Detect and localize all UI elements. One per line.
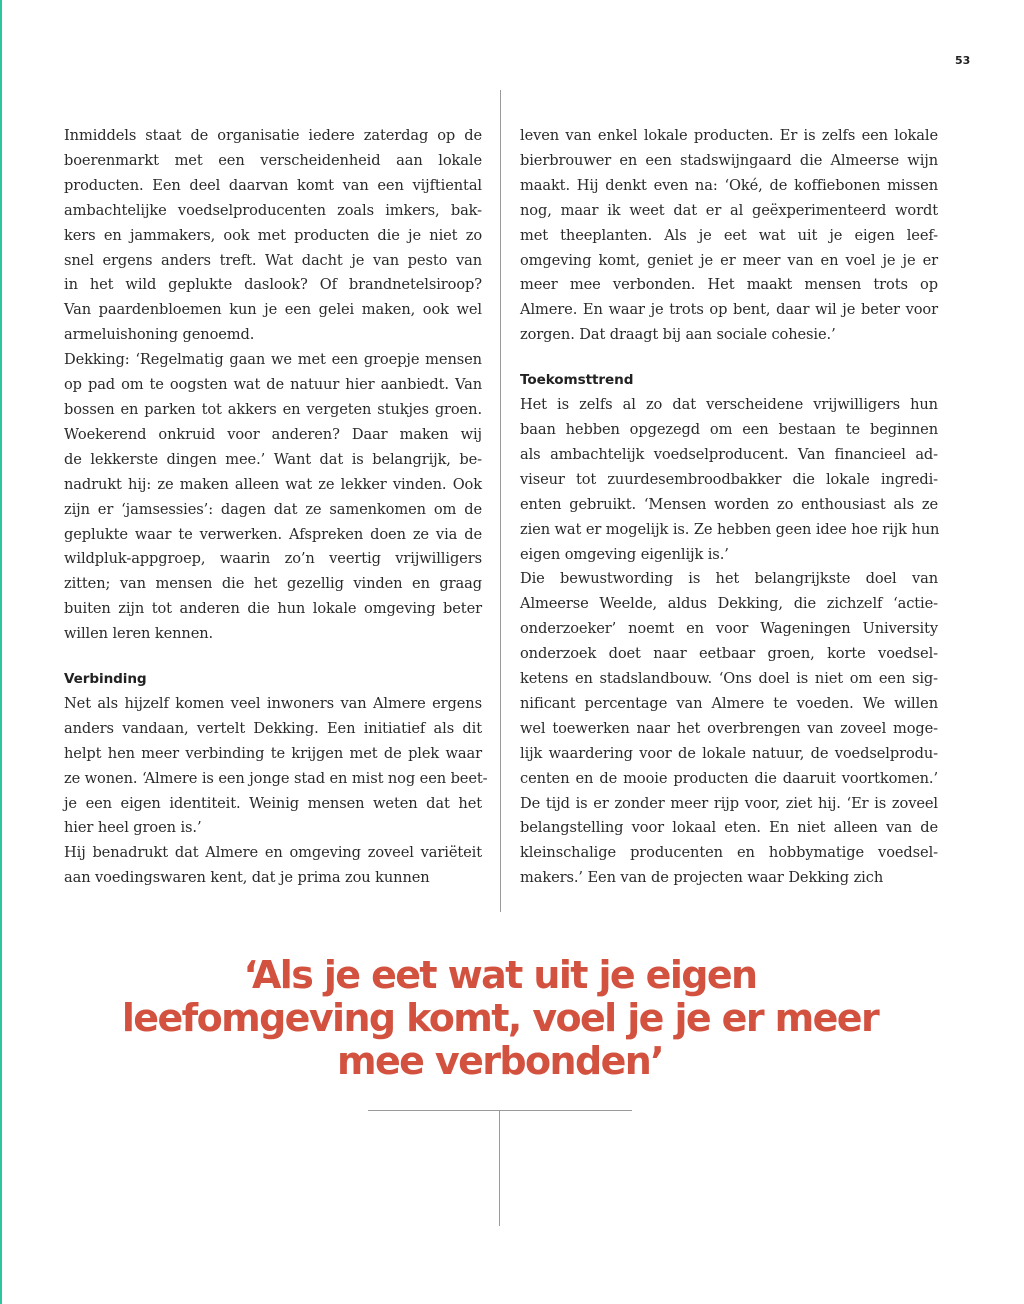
pull-quote-stem — [499, 1110, 500, 1226]
pull-quote-line: ‘Als je eet wat uit je eigen — [243, 953, 757, 997]
text-line: buiten zijn tot anderen die hun lokale omgeving beter — [64, 600, 482, 618]
text-line: Dekking: ‘Regelmatig gaan we met een groepje mensen — [64, 351, 482, 369]
text-line: met theeplanten. Als je eet wat uit je eigen leef- — [520, 226, 938, 244]
text-line: zien wat er mogelijk is. Ze hebben geen idee hoe rijk hun — [520, 520, 940, 538]
text-line: onderzoeker’ noemt en voor Wageningen University — [520, 620, 938, 638]
text-line: helpt hen meer verbinding te krijgen met de plek waar — [64, 744, 482, 762]
text-line: boerenmarkt met een verscheidenheid aan lokale — [64, 151, 482, 169]
right-column-body-continued — [520, 393, 938, 891]
text-line: aan voedingswaren kent, dat je prima zou kunnen — [64, 869, 430, 887]
text-line: armeluishoning genoemd. — [64, 326, 255, 344]
text-line: belangstelling voor lokaal eten. En niet alleen van de — [520, 819, 938, 837]
text-line: ambachtelijke voedselproducenten zoals imkers, bak- — [64, 201, 482, 219]
text-line: ketens en stadslandbouw. ‘Ons doel is niet om een sig- — [520, 670, 938, 688]
pull-quote-line: leefomgeving komt, voel je je er meer — [121, 996, 879, 1040]
text-line: lijk waardering voor de lokale natuur, de voedselprodu- — [520, 744, 938, 762]
right-column — [520, 124, 938, 891]
text-line: Woekerend onkruid voor anderen? Daar maken wij — [64, 425, 482, 443]
pull-quote-rule — [368, 1110, 632, 1111]
text-line: als ambachtelijk voedselproducent. Van financieel ad- — [520, 445, 938, 463]
pull-quote-line: mee verbonden’ — [336, 1039, 664, 1083]
text-line: zorgen. Dat draagt bij aan sociale cohesie.’ — [520, 326, 836, 344]
text-line: maakt. Hij denkt even na: ‘Oké, de koffiebonen missen — [520, 176, 938, 194]
text-line: omgeving komt, geniet je er meer van en voel je je er — [520, 251, 938, 269]
page-edge-accent — [0, 0, 2, 1304]
left-column-body-continued — [64, 692, 488, 891]
text-line: Van paardenbloemen kun je een gelei maken, ook wel — [64, 301, 482, 319]
section-heading-verbinding: Verbinding — [64, 671, 147, 688]
text-line: eigen omgeving eigenlijk is.’ — [520, 545, 729, 563]
text-line: bierbrouwer en een stadswijngaard die Almeerse wijn — [520, 151, 938, 169]
text-line: viseur tot zuurdesembroodbakker die lokale ingredi- — [520, 470, 938, 488]
right-column-body — [520, 124, 938, 348]
text-line: meer mee verbonden. Het maakt mensen trots op — [520, 276, 938, 294]
text-line: in het wild geplukte daslook? Of brandnetelsiroop? — [64, 276, 482, 294]
text-line: centen en de mooie producten die daaruit voortkomen.’ — [520, 769, 938, 787]
text-line: wildpluk-appgroep, waarin zo’n veertig vrijwilligers — [64, 550, 482, 568]
text-line: zitten; van mensen die het gezellig vinden en graag — [64, 575, 482, 593]
text-line: wel toewerken naar het overbrengen van zoveel moge- — [520, 719, 938, 737]
text-line: kers en jammakers, ook met producten die je niet zo — [64, 226, 482, 244]
text-line: geplukte waar te verwerken. Afspreken doen ze via de — [64, 525, 482, 543]
section-gap — [64, 647, 482, 667]
page-number: 53 — [955, 54, 971, 67]
text-line: Almere. En waar je trots op bent, daar wil je beter voor — [520, 301, 938, 319]
text-line: baan hebben opgezegd om een bestaan te beginnen — [520, 420, 938, 438]
column-divider — [500, 90, 501, 912]
text-line: de lekkerste dingen mee.’ Want dat is belangrijk, be- — [64, 450, 482, 468]
text-line: Inmiddels staat de organisatie iedere zaterdag op de — [64, 127, 482, 144]
text-line: Net als hijzelf komen veel inwoners van Almere ergens — [64, 694, 482, 712]
text-line: nificant percentage van Almere te voeden. We willen — [520, 694, 938, 712]
text-line: hier heel groen is.’ — [64, 819, 202, 837]
text-line: anders vandaan, vertelt Dekking. Een initiatief als dit — [64, 719, 482, 737]
text-line: zijn er ‘jamsessies’: dagen dat ze samenkomen om de — [64, 500, 482, 518]
text-line: onderzoek doet naar eetbaar groen, korte voedsel- — [520, 645, 938, 663]
text-line: nadrukt hij: ze maken alleen wat ze lekker vinden. Ook — [64, 475, 482, 493]
pull-quote — [0, 954, 1000, 1083]
text-line: Almeerse Weelde, aldus Dekking, die zichzelf ‘actie- — [520, 595, 938, 613]
text-line: je een eigen identiteit. Weinig mensen weten dat het — [64, 794, 482, 812]
section-heading-toekomsttrend: Toekomsttrend — [520, 372, 634, 389]
text-line: makers.’ Een van de projecten waar Dekking zich — [520, 869, 884, 887]
left-column — [64, 124, 488, 891]
section-gap — [520, 348, 938, 368]
text-line: leven van enkel lokale producten. Er is zelfs een lokale — [520, 127, 938, 144]
text-line: Hij benadrukt dat Almere en omgeving zoveel variëteit — [64, 844, 482, 862]
text-line: producten. Een deel daarvan komt van een vijftiental — [64, 176, 482, 194]
text-line: Het is zelfs al zo dat verscheidene vrijwilligers hun — [520, 396, 938, 414]
text-line: willen leren kennen. — [64, 625, 214, 643]
text-line: kleinschalige producenten en hobbymatige voedsel- — [520, 844, 938, 862]
text-line: op pad om te oogsten wat de natuur hier aanbiedt. Van — [64, 376, 482, 394]
text-line: bossen en parken tot akkers en vergeten stukjes groen. — [64, 400, 482, 418]
text-line: enten gebruikt. ‘Mensen worden zo enthousiast als ze — [520, 495, 938, 513]
text-line: nog, maar ik weet dat er al geëxperimenteerd wordt — [520, 201, 938, 219]
text-line: ze wonen. ‘Almere is een jonge stad en mist nog een beet- — [64, 769, 488, 787]
text-line: Die bewustwording is het belangrijkste doel van — [520, 570, 938, 588]
text-line: snel ergens anders treft. Wat dacht je van pesto van — [64, 251, 482, 269]
left-column-body — [64, 124, 482, 647]
text-line: De tijd is er zonder meer rijp voor, ziet hij. ‘Er is zoveel — [520, 794, 938, 812]
